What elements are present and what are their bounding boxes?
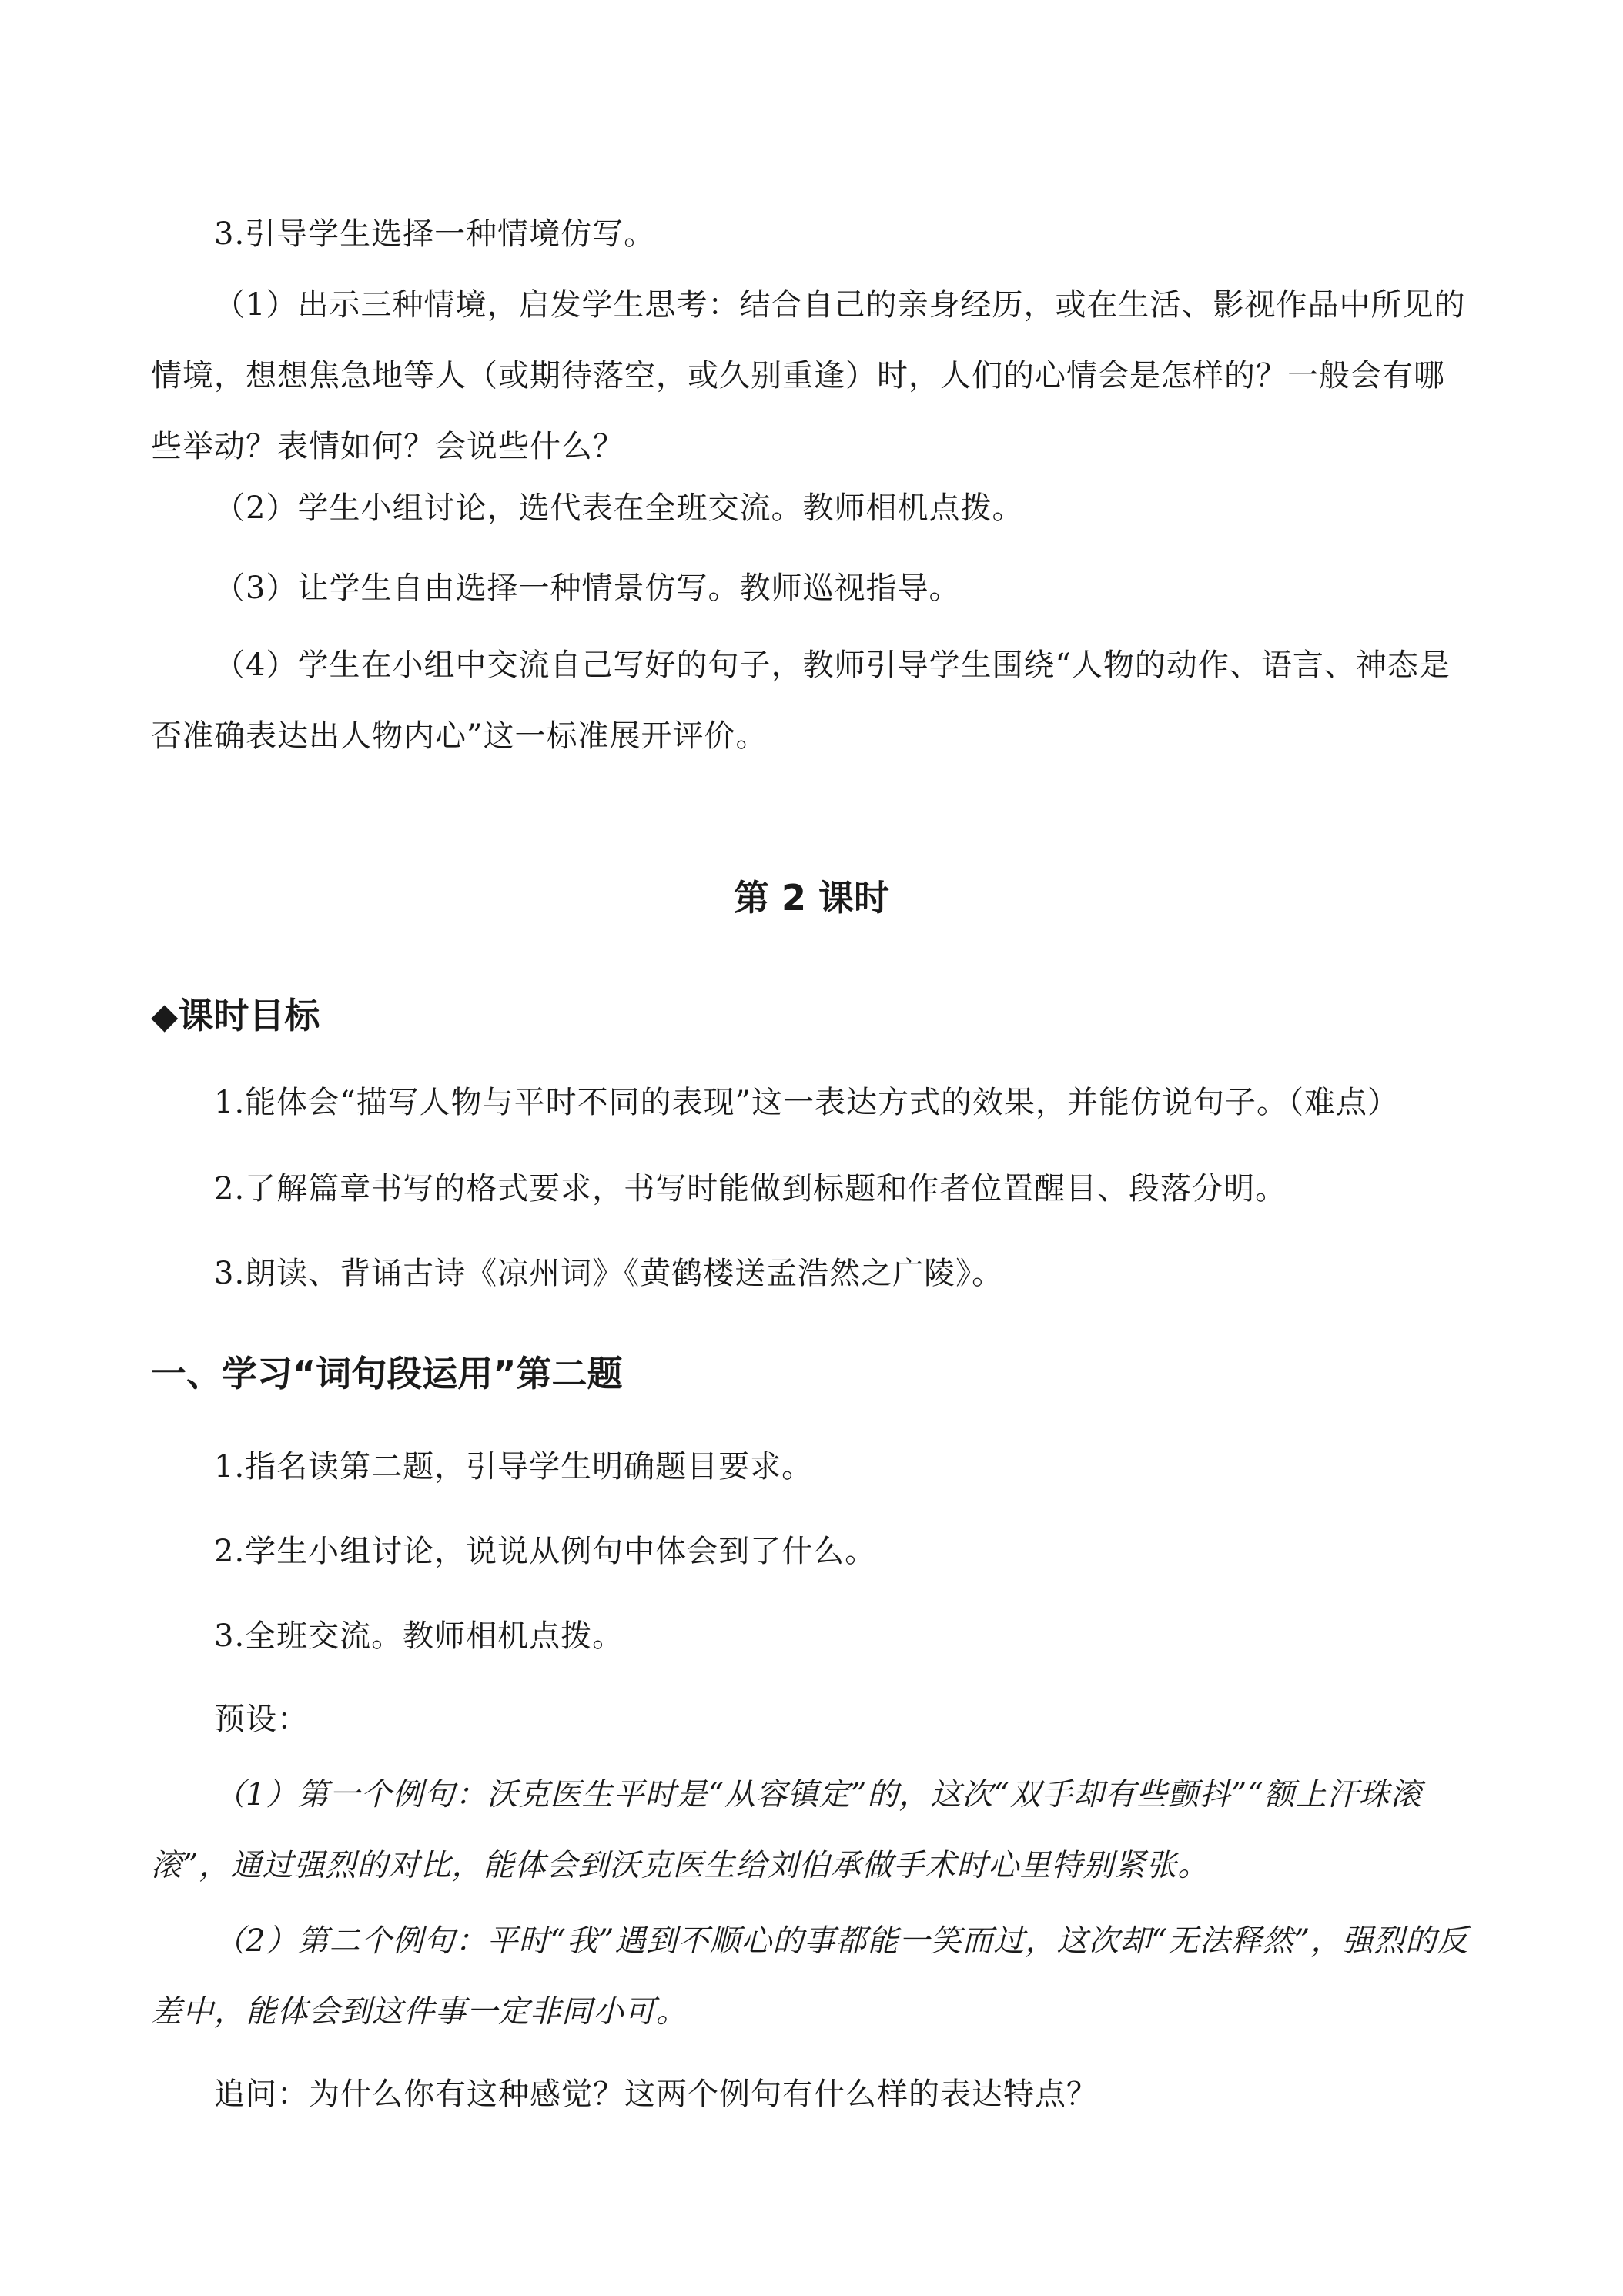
- lesson-title: 第 2 课时: [733, 877, 890, 919]
- intro-substep-3: （3）让学生自由选择一种情景仿写。教师巡视指导。: [214, 571, 961, 606]
- intro-substep-4: （4）学生在小组中交流自己写好的句子，教师引导学生围绕“人物的动作、语言、神态是否准确表达出人物内心”这一标准展开评价。: [151, 648, 1451, 754]
- objective-item-3: 3.朗读、背诵古诗《凉州词》《黄鹤楼送孟浩然之广陵》。: [214, 1256, 1004, 1291]
- example-2: （2）第二个例句：平时“我”遇到不顺心的事都能一笑而过，这次却“无法释然”，强烈的反差中，能体会到这件事一定非同小可。: [151, 1923, 1469, 2030]
- objective-item-1: 1.能体会“描写人物与平时不同的表现”这一表达方式的效果，并能仿说句子。（难点）: [214, 1085, 1400, 1120]
- intro-step-3: 3.引导学生选择一种情境仿写。: [214, 216, 656, 252]
- followup-question: 追问：为什么你有这种感觉？这两个例句有什么样的表达特点？: [214, 2077, 1098, 2112]
- intro-substep-1: （1）出示三种情境，启发学生思考：结合自己的亲身经历，或在生活、影视作品中所见的情境，想想焦急地等人（或期待落空，或久别重逢）时，人们的心情会是怎样的？一般会有哪些举动？表情如何？会说些什么？: [151, 287, 1466, 464]
- section1-heading: 一、学习“词句段运用”第二题: [151, 1353, 623, 1394]
- preset-label: 预设：: [214, 1702, 309, 1737]
- objectives-heading: ◆课时目标: [151, 995, 320, 1036]
- section1-step-2: 2.学生小组讨论，说说从例句中体会到了什么。: [214, 1534, 877, 1569]
- objective-item-2: 2.了解篇章书写的格式要求，书写时能做到标题和作者位置醒目、段落分明。: [214, 1171, 1287, 1207]
- section1-step-1: 1.指名读第二题，引导学生明确题目要求。: [214, 1449, 814, 1484]
- intro-substep-2: （2）学生小组讨论，选代表在全班交流。教师相机点拨。: [214, 490, 1024, 526]
- section1-step-3: 3.全班交流。教师相机点拨。: [214, 1618, 624, 1654]
- example-1: （1）第一个例句：沃克医生平时是“从容镇定”的，这次“双手却有些颤抖”“额上汗珠滚滚”，通过强烈的对比，能体会到沃克医生给刘伯承做手术时心里特别紧张。: [151, 1777, 1422, 1883]
